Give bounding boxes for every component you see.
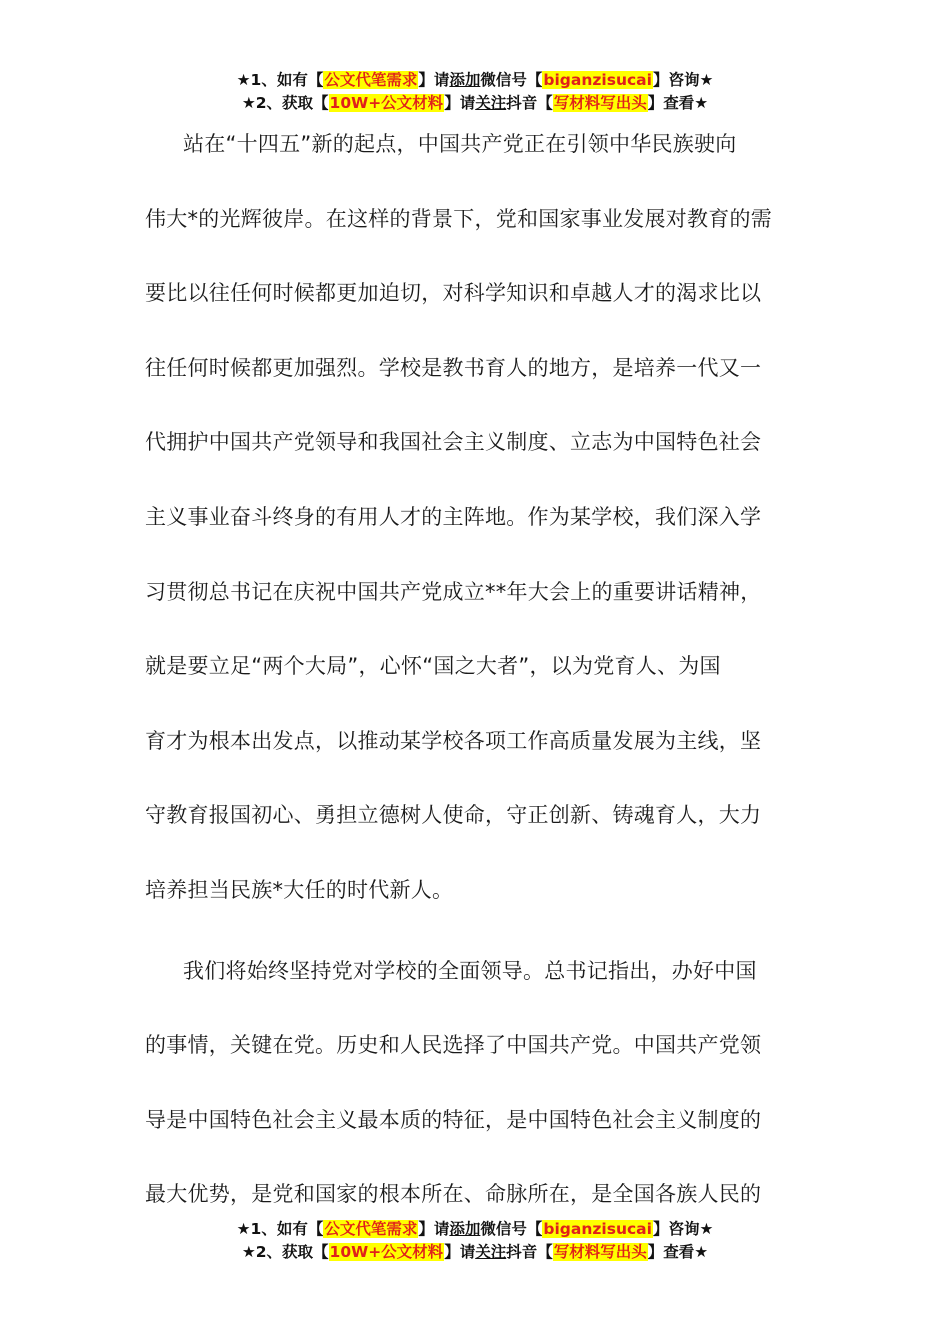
banner-underlined-text: 添加 (449, 71, 481, 89)
banner-text: 】请 (444, 1243, 476, 1261)
banner-text: 抖音【 (506, 94, 553, 112)
banner-text: 】请 (418, 71, 450, 89)
banner-text: 】查看★ (647, 94, 709, 112)
text-line: 导是中国特色社会主义最本质的特征，是中国特色社会主义制度的 (145, 1107, 762, 1132)
banner-highlight: 10W+公文材料 (329, 1243, 444, 1261)
banner-line-2 (0, 92, 950, 115)
banner-text: ★2、获取【 (241, 1243, 329, 1261)
banner-highlight: 写材料写出头 (553, 94, 647, 112)
text-line: 要比以往任何时候都更加迫切，对科学知识和卓越人才的渴求比以 (145, 281, 762, 306)
text-line: 习贯彻总书记在庆祝中国共产党成立**年大会上的重要讲话精神， (145, 579, 762, 604)
text-line: 伟大*的光辉彼岸。在这样的背景下，党和国家事业发展对教育的需 (145, 206, 772, 231)
banner-line-1 (0, 69, 950, 92)
banner-highlight: biganzisucai (543, 1220, 652, 1238)
text-line: 就是要立足“两个大局”，心怀“国之大者”，以为党育人、为国 (145, 654, 721, 679)
banner-text: 微信号【 (480, 71, 543, 89)
banner-underlined-text: 添加 (449, 1220, 481, 1238)
text-line: 代拥护中国共产党领导和我国社会主义制度、立志为中国特色社会 (145, 430, 762, 455)
banner-highlight: 公文代笔需求 (324, 71, 418, 89)
banner-line-1 (0, 1218, 950, 1241)
banner-text: ★1、如有【 (236, 71, 324, 89)
paragraph-1 (145, 119, 810, 940)
text-line: 往任何时候都更加强烈。学校是教书育人的地方，是培养一代又一 (145, 355, 762, 380)
banner-highlight: 公文代笔需求 (324, 1220, 418, 1238)
text-line: 守教育报国初心、勇担立德树人使命，守正创新、铸魂育人，大力 (145, 803, 762, 828)
text-line: 最大优势，是党和国家的根本所在、命脉所在，是全国各族人民的 (145, 1182, 762, 1207)
banner-text: 抖音【 (506, 1243, 553, 1261)
banner-highlight: biganzisucai (543, 71, 652, 89)
text-line: 主义事业奋斗终身的有用人才的主阵地。作为某学校，我们深入学 (145, 504, 762, 529)
paragraph-2 (145, 946, 810, 1244)
banner-highlight: 写材料写出头 (553, 1243, 647, 1261)
banner-underlined-text: 关注 (475, 1243, 507, 1261)
banner-highlight: 10W+公文材料 (329, 94, 444, 112)
banner-line-2 (0, 1241, 950, 1264)
header-banner (0, 69, 950, 115)
text-line: 的事情，关键在党。历史和人民选择了中国共产党。中国共产党领 (145, 1033, 762, 1058)
banner-text: 】请 (444, 94, 476, 112)
text-line: 育才为根本出发点，以推动某学校各项工作高质量发展为主线，坚 (145, 728, 762, 753)
text-line: 培养担当民族*大任的时代新人。 (145, 877, 454, 902)
banner-text: ★2、获取【 (241, 94, 329, 112)
banner-text: ★1、如有【 (236, 1220, 324, 1238)
document-body (145, 119, 810, 1250)
footer-banner (0, 1218, 950, 1264)
banner-text: 】请 (418, 1220, 450, 1238)
text-line: 我们将始终坚持党对学校的全面领导。总书记指出，办好中国 (183, 958, 757, 983)
banner-underlined-text: 关注 (475, 94, 507, 112)
banner-text: 】咨询★ (652, 71, 714, 89)
banner-text: 微信号【 (480, 1220, 543, 1238)
banner-text: 】咨询★ (652, 1220, 714, 1238)
banner-text: 】查看★ (647, 1243, 709, 1261)
text-line: 站在“十四五”新的起点，中国共产党正在引领中华民族驶向 (183, 132, 737, 156)
